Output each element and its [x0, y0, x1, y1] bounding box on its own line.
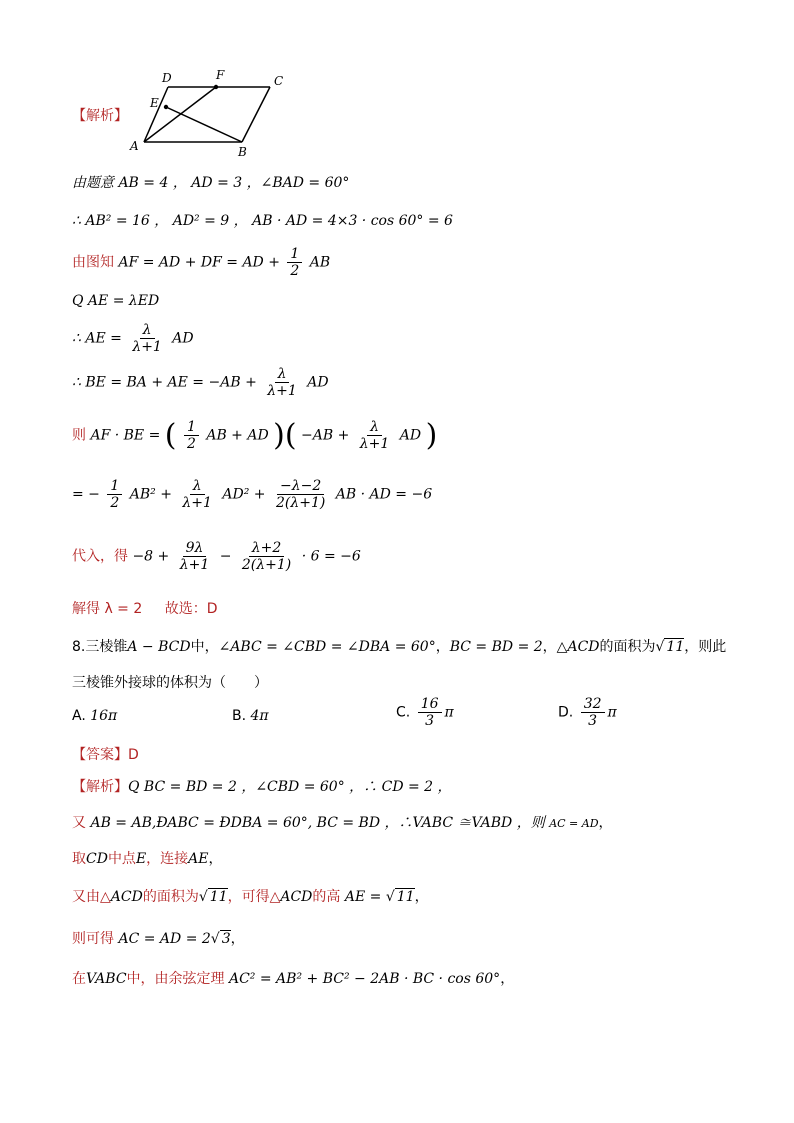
option-a: A. 16π: [72, 708, 118, 724]
solution2-line-3: 取CD中点E，连接AE，: [72, 851, 223, 867]
label-e: E: [150, 96, 159, 110]
segment-be: [166, 107, 242, 142]
solution-line-6: ∴ BE = BA + AE = −AB + $\frac{\lambda}{\lambda+1}$ AD: [72, 366, 329, 399]
solution2-line-1: 【解析】Q BC = BD = 2 ，∠CBD = 60° ，∴ CD = 2 ，: [72, 779, 452, 795]
label-b: B: [238, 145, 247, 158]
solution2-line-4: 又由△ACD的面积为√ 11，可得△ACD的高 AE = √ 11，: [72, 889, 429, 905]
point-f: [214, 85, 218, 89]
analysis-label: 【解析】: [72, 108, 128, 124]
solution-line-3: 由图知 AF = AD + DF = AD + $\frac{1}{2}$ AB: [72, 246, 331, 279]
point-e: [164, 105, 168, 109]
dot-products: ∴ AB² = 16 ， AD² = 9 ， AB · AD = 4×3 · cos 60° = 6: [72, 213, 453, 229]
solution2-line-6: 在VABC中，由余弦定理 AC² = AB² + BC² − 2AB · BC · cos 60°，: [72, 971, 515, 987]
solution2-line-5: 则可得 AC = AD = 2√ 3，: [72, 931, 245, 947]
solution2-line-2: 又 AB = AB,ÐABC = ÐDBA = 60°, BC = BD ，∴VABC ≅VABD ，则 AC = AD，: [72, 815, 613, 831]
question-8-line-2: 三棱锥外接球的体积为（ ）: [72, 675, 268, 691]
solution-line-8: = − $\frac{1}{2}$ AB² + $\frac{\lambda}{\lambda+1}$ AD² + $\frac{-\lambda-2}{2(\lambda+1)}$ AB · AD = −6: [72, 478, 433, 511]
label-a: A: [130, 139, 139, 153]
option-c: C. $\frac{16}{3}$ π: [396, 696, 454, 729]
solution-line-1: [72, 172, 349, 192]
solution-line-9: 代入，得 −8 + $\frac{9\lambda}{\lambda+1}$ − $\frac{\lambda+2}{2(\lambda+1)}$ · 6 = −6: [72, 540, 361, 573]
solution-line-5: ∴ AE = $\frac{\lambda}{\lambda+1}$ AD: [72, 322, 194, 355]
given-values: 由题意 AB = 4 ， AD = 3 ，∠BAD = 60°: [72, 175, 350, 191]
solution-line-2: [72, 210, 453, 230]
label-f: F: [216, 68, 225, 82]
solution-line-10: 解得 λ = 2 故选：D: [72, 601, 218, 617]
label-d: D: [162, 71, 172, 85]
solution-line-7: 则 AF · BE = ( $\frac{1}{2}$ AB + AD )( −AB + $\frac{\lambda}{\lambda+1}$ AD ): [72, 418, 438, 453]
question-8-line-1: 8.三棱锥A − BCD中，∠ABC = ∠CBD = ∠DBA = 60°，BC = BD = 2，△ACD的面积为√ 11，则此: [72, 639, 727, 655]
parallelogram-figure: [128, 68, 308, 158]
option-b: B. 4π: [232, 708, 269, 724]
option-d: D. $\frac{32}{3}$ π: [558, 696, 617, 729]
answer-line: 【答案】D: [72, 747, 139, 763]
label-c: C: [274, 74, 284, 88]
edge-cb: [242, 87, 270, 142]
solution-line-4: Q AE = λED: [72, 293, 160, 309]
